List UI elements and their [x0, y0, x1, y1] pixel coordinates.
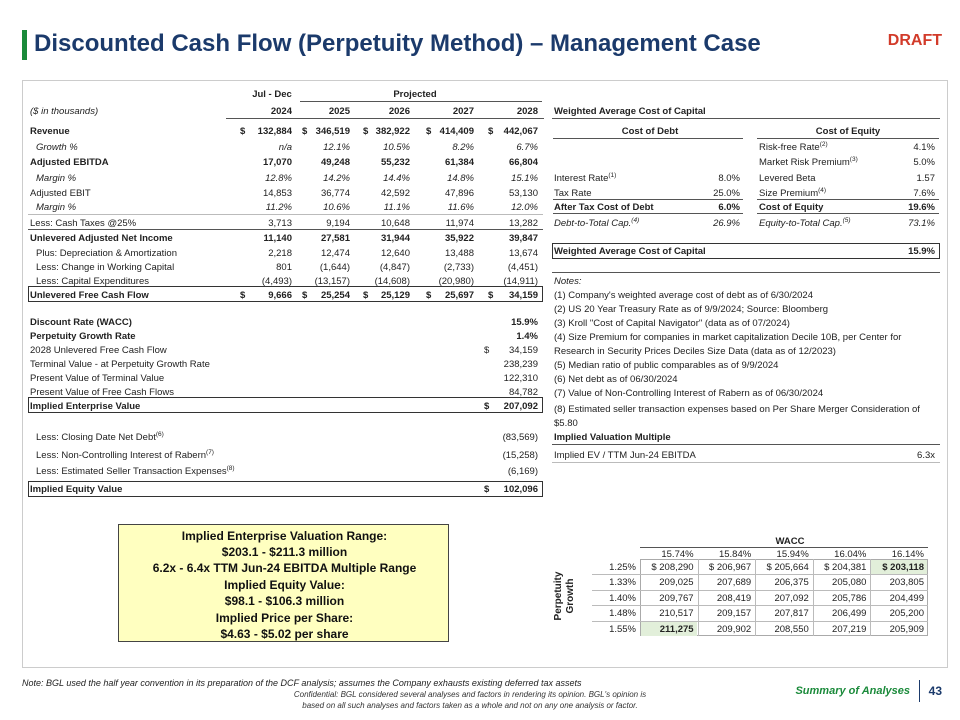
- growth-row-header: 1.33%: [609, 577, 636, 589]
- footnote-ref: (4): [631, 216, 640, 224]
- growth-row-header: 1.40%: [609, 592, 636, 604]
- dollar-sign: $: [363, 126, 369, 137]
- tv-label: Present Value of Free Cash Flows: [30, 387, 174, 398]
- page-title: Discounted Cash Flow (Perpetuity Method) – Management Case: [34, 30, 761, 57]
- equity-label-text: Cost of Equity: [759, 202, 824, 213]
- dollar-sign: $: [488, 290, 494, 301]
- equity-head-rule: [757, 138, 939, 139]
- notes-title: Notes:: [554, 276, 582, 287]
- rule-line: [552, 272, 940, 273]
- debt-label: [554, 172, 616, 185]
- row-value: 11,974: [445, 218, 474, 229]
- row-value: 31,944: [380, 233, 410, 244]
- row-label: Less: Cash Taxes @25%: [30, 218, 137, 229]
- equity-value: 5.0%: [913, 157, 935, 168]
- row-label: Less: Change in Working Capital: [36, 262, 175, 273]
- tv-label: Terminal Value - at Perpetuity Growth Rate: [30, 359, 210, 370]
- sensitivity-cell: 210,517: [659, 608, 694, 620]
- wacc-column-header: 15.84%: [718, 549, 752, 560]
- row-value: 11.1%: [383, 202, 410, 213]
- row-value: 11.2%: [265, 202, 292, 213]
- equity-label-text: Levered Beta: [759, 173, 816, 184]
- sensitivity-cell: 209,157: [716, 608, 752, 620]
- row-label: Revenue: [30, 126, 70, 137]
- year-header: 2028: [516, 106, 538, 117]
- rule-line: [757, 199, 939, 200]
- row-value: 14.2%: [323, 173, 350, 184]
- row-label: Less: Capital Expenditures: [36, 276, 150, 287]
- dollar-sign: $: [484, 484, 490, 495]
- note-line: Research in Security Prices Deciles Size Data (data as of 12/2023): [554, 346, 836, 357]
- footer-note: Note: BGL used the half year convention in its preparation of the DCF analysis; assumes the Company exhausts existing deferred tax assets: [22, 678, 582, 688]
- row-value: 9,666: [268, 290, 292, 301]
- debt-value: 25.0%: [713, 188, 740, 199]
- equity-value: 4.1%: [913, 142, 935, 153]
- row-value: 12,474: [320, 248, 350, 259]
- valuation-line: 6.2x - 6.4x TTM Jun-24 EBITDA Multiple Range: [152, 561, 417, 575]
- row-value: 17,070: [262, 157, 292, 168]
- row-value: 14,853: [262, 188, 292, 199]
- row-value: 34,159: [508, 290, 538, 301]
- year-underline: [226, 118, 544, 119]
- sensitivity-cell: 211,275: [659, 623, 694, 635]
- sensitivity-cell: 209,902: [716, 623, 752, 635]
- draft-label: DRAFT: [887, 32, 942, 49]
- row-value: 12.1%: [323, 142, 350, 153]
- row-value: 414,409: [439, 126, 474, 137]
- row-value: 15.1%: [511, 173, 538, 184]
- equity-label-text: Market Risk Premium: [759, 157, 850, 168]
- tv-label: Implied Enterprise Value: [30, 401, 141, 412]
- wacc-column-header: 16.04%: [834, 549, 867, 560]
- note-line: (2) US 20 Year Treasury Rate as of 9/9/2024; Source: Bloomberg: [554, 304, 829, 315]
- rule-line: [28, 214, 543, 215]
- equity-to-cap-text: Equity-to-Total Cap.: [759, 218, 843, 229]
- rule-line: [757, 213, 939, 214]
- note-line: (4) Size Premium for companies in market capitalization Decile 10B, per Center for: [554, 332, 902, 343]
- footnote-ref: (3): [849, 155, 858, 163]
- row-value: 801: [276, 262, 292, 273]
- equity-value: 102,096: [503, 484, 538, 495]
- footnote-ref: (4): [818, 186, 827, 194]
- col-head-projected: Projected: [393, 89, 437, 100]
- footnote-ref: (2): [819, 140, 828, 148]
- debt-label-text: After Tax Cost of Debt: [554, 202, 654, 213]
- valuation-line: Implied Enterprise Valuation Range:: [181, 529, 388, 543]
- dollar-sign: $: [488, 126, 494, 137]
- row-value: (4,493): [261, 276, 292, 287]
- tv-label: 2028 Unlevered Free Cash Flow: [30, 345, 167, 356]
- row-value: 10.6%: [323, 202, 350, 213]
- row-value: (2,733): [443, 262, 474, 273]
- ev-row-box: [28, 397, 543, 413]
- multiple-label: Implied EV / TTM Jun-24 EBITDA: [554, 450, 696, 461]
- equity-value: 7.6%: [913, 188, 935, 199]
- valuation-line: Implied Price per Share:: [215, 611, 354, 625]
- rule-line: [553, 213, 743, 214]
- growth-row-header: 1.25%: [609, 562, 636, 573]
- sensitivity-cell: 207,092: [774, 592, 809, 604]
- row-value: 11,140: [263, 233, 292, 244]
- row-value: 13,674: [508, 248, 538, 259]
- sensitivity-cell: $ 204,381: [824, 562, 867, 573]
- debt-label-text: Interest Rate: [554, 173, 609, 184]
- tv-value: 15.9%: [511, 317, 538, 328]
- row-value: 25,129: [380, 290, 410, 301]
- growth-axis-line: Growth: [565, 578, 576, 614]
- row-value: 25,254: [320, 290, 350, 301]
- debt-label-text: Tax Rate: [554, 188, 592, 199]
- row-value: 11.6%: [447, 202, 474, 213]
- valuation-summary-box: [118, 524, 449, 642]
- row-value: 8.2%: [452, 142, 474, 153]
- bridge-label-text: Less: Estimated Seller Transaction Expenses: [36, 466, 227, 477]
- row-value: 3,713: [268, 218, 292, 229]
- growth-row-header: 1.55%: [609, 623, 636, 635]
- bridge-label: [36, 465, 235, 478]
- row-value: 12.8%: [265, 173, 292, 184]
- cost-of-equity-head: Cost of Equity: [815, 126, 881, 137]
- sensitivity-cell: 207,689: [716, 577, 752, 589]
- row-value: 25,697: [444, 290, 474, 301]
- sensitivity-cell: 204,499: [889, 592, 924, 604]
- tv-value: 207,092: [503, 401, 538, 412]
- wacc-column-header: 15.94%: [776, 549, 809, 560]
- note-line: (8) Estimated seller transaction expenses based on Per Share Merger Consideration of: [554, 404, 920, 415]
- footnote-ref: (8): [226, 464, 235, 472]
- debt-value: 6.0%: [718, 202, 740, 213]
- row-label: Plus: Depreciation & Amortization: [36, 248, 177, 259]
- bridge-label: [36, 449, 214, 462]
- confidential-line-1: Confidential: BGL considered several analyses and factors in rendering its opinion. BGL's opinion is: [293, 690, 647, 699]
- units-label: ($ in thousands): [30, 106, 99, 117]
- row-value: 66,804: [508, 157, 538, 168]
- row-value: 442,067: [503, 126, 538, 137]
- footnote-ref: (7): [206, 448, 214, 456]
- sensitivity-cell: 209,025: [659, 577, 694, 589]
- multiple-title: Implied Valuation Multiple: [554, 432, 671, 443]
- rule-line: [553, 199, 743, 200]
- tv-value: 84,782: [508, 387, 538, 398]
- ufcf-row-box: [28, 286, 543, 302]
- year-header: 2024: [270, 106, 292, 117]
- title-accent-bar: [22, 30, 27, 60]
- row-value: 42,592: [380, 188, 410, 199]
- footnote-ref: (1): [608, 171, 617, 179]
- note-line: (3) Kroll "Cost of Capital Navigator" (data as of 07/2024): [554, 318, 790, 329]
- bridge-value: (6,169): [507, 466, 538, 477]
- row-value: (14,911): [503, 276, 538, 287]
- growth-row-header: 1.48%: [609, 608, 636, 620]
- tv-value: 122,310: [503, 373, 538, 384]
- row-value: 2,218: [268, 248, 292, 259]
- year-header: 2027: [452, 106, 474, 117]
- bridge-value: (15,258): [502, 450, 538, 461]
- row-value: 35,922: [444, 233, 474, 244]
- cost-of-debt-head: Cost of Debt: [621, 126, 679, 137]
- sensitivity-cell: 205,786: [832, 592, 867, 604]
- tv-value: 238,239: [503, 359, 538, 370]
- sensitivity-cell: 206,499: [832, 608, 867, 620]
- row-value: 9,194: [326, 218, 350, 229]
- row-value: n/a: [278, 142, 292, 153]
- row-value: (4,847): [379, 262, 410, 273]
- equity-to-cap-label: [759, 217, 851, 230]
- year-header: 2025: [328, 106, 350, 117]
- col-head-period: Jul - Dec: [252, 89, 292, 100]
- equity-label: [759, 156, 858, 169]
- row-value: 6.7%: [516, 142, 538, 153]
- row-label: Adjusted EBITDA: [30, 157, 109, 168]
- tv-value: 1.4%: [516, 331, 538, 342]
- sensitivity-cell: 206,375: [774, 577, 809, 589]
- debt-value: 8.0%: [718, 173, 740, 184]
- equity-label: Implied Equity Value: [30, 484, 123, 495]
- dollar-sign: $: [240, 126, 246, 137]
- sensitivity-cell: 208,550: [774, 623, 809, 635]
- section-name: Summary of Analyses: [795, 685, 910, 697]
- dollar-sign: $: [426, 126, 432, 137]
- debt-head-rule: [553, 138, 743, 139]
- tv-label: Discount Rate (WACC): [30, 317, 132, 328]
- valuation-line: Implied Equity Value:: [224, 578, 345, 592]
- equity-value: 1.57: [916, 173, 935, 184]
- row-value: 49,248: [320, 157, 350, 168]
- row-value: 13,282: [508, 218, 538, 229]
- dollar-sign: $: [302, 290, 308, 301]
- wacc-axis-label: WACC: [775, 536, 805, 547]
- row-value: 10,648: [380, 218, 410, 229]
- row-value: 39,847: [508, 233, 538, 244]
- dollar-sign: $: [363, 290, 369, 301]
- page-separator: [919, 680, 920, 702]
- sensitivity-cell: $ 208,290: [651, 562, 694, 573]
- grid-line: [592, 605, 928, 606]
- rule-line: [28, 229, 543, 230]
- multiple-value: 6.3x: [917, 450, 935, 461]
- row-label: Margin %: [36, 202, 77, 213]
- bridge-label: [36, 431, 164, 444]
- tv-value: 34,159: [508, 345, 538, 356]
- row-value: (4,451): [507, 262, 538, 273]
- equity-label-text: Risk-free Rate: [759, 142, 820, 153]
- row-value: 12.0%: [511, 202, 538, 213]
- row-value: 53,130: [508, 188, 538, 199]
- wacc-result-value: 15.9%: [908, 246, 935, 257]
- projected-rule: [300, 101, 542, 102]
- equity-value: 19.6%: [908, 202, 935, 213]
- row-value: 61,384: [444, 157, 474, 168]
- sensitivity-cell: 207,219: [832, 623, 867, 635]
- row-value: 47,896: [444, 188, 474, 199]
- sensitivity-cell: 207,817: [774, 608, 809, 620]
- note-line: (1) Company's weighted average cost of debt as of 6/30/2024: [554, 290, 814, 301]
- valuation-line: $98.1 - $106.3 million: [224, 594, 345, 608]
- row-value: 36,774: [320, 188, 350, 199]
- growth-axis-label: [553, 572, 577, 621]
- equity-label: [759, 172, 816, 185]
- row-value: 55,232: [380, 157, 410, 168]
- wacc-column-header: 15.74%: [661, 549, 694, 560]
- row-value: 382,922: [375, 126, 410, 137]
- note-line: (5) Median ratio of public comparables as of 9/9/2024: [554, 360, 779, 371]
- footnote-ref: (5): [842, 216, 851, 224]
- year-header: 2026: [388, 106, 410, 117]
- valuation-line: $4.63 - $5.02 per share: [220, 627, 349, 641]
- sensitivity-cell: $ 203,118: [882, 562, 924, 573]
- bridge-label-text: Less: Non-Controlling Interest of Rabern: [36, 450, 207, 461]
- debt-to-cap-label: [554, 217, 639, 230]
- rule-line: [552, 444, 940, 445]
- note-line: (7) Value of Non-Controlling Interest of Rabern as of 06/30/2024: [554, 388, 824, 399]
- row-label: Unlevered Adjusted Net Income: [30, 233, 173, 244]
- bridge-value: (83,569): [502, 432, 538, 443]
- growth-axis-line: Perpetuity: [553, 571, 564, 621]
- valuation-line: $203.1 - $211.3 million: [221, 545, 348, 559]
- sensitivity-cell: 205,200: [889, 608, 924, 620]
- row-value: (20,980): [438, 276, 474, 287]
- row-label: Unlevered Free Cash Flow: [30, 290, 149, 301]
- sensitivity-cell: 205,080: [832, 577, 867, 589]
- sensitivity-cell: $ 206,967: [708, 562, 752, 573]
- sensitivity-cell: 208,419: [716, 592, 752, 604]
- sensitivity-cell: $ 205,664: [766, 562, 809, 573]
- row-value: 13,488: [444, 248, 474, 259]
- dollar-sign: $: [484, 401, 490, 412]
- rule-line: [552, 462, 940, 463]
- row-value: 27,581: [320, 233, 350, 244]
- note-line: $5.80: [554, 418, 578, 429]
- row-value: (14,608): [374, 276, 410, 287]
- row-value: (1,644): [319, 262, 350, 273]
- dollar-sign: $: [302, 126, 308, 137]
- footnote-ref: (6): [155, 430, 164, 438]
- wacc-title-rule: [552, 118, 940, 119]
- row-value: 346,519: [315, 126, 350, 137]
- bridge-label-text: Less: Closing Date Net Debt: [36, 432, 156, 443]
- equity-label-text: Size Premium: [759, 188, 819, 199]
- tv-label: Perpetuity Growth Rate: [30, 331, 136, 342]
- debt-to-cap-text: Debt-to-Total Cap.: [554, 218, 632, 229]
- wacc-title: Weighted Average Cost of Capital: [554, 106, 706, 117]
- sensitivity-cell: 203,805: [889, 577, 924, 589]
- row-value: 132,884: [257, 126, 292, 137]
- wacc-column-header: 16.14%: [891, 549, 924, 560]
- row-label: Adjusted EBIT: [30, 188, 91, 199]
- row-value: 14.4%: [383, 173, 410, 184]
- equity-label: [759, 141, 828, 154]
- row-value: 14.8%: [447, 173, 474, 184]
- dollar-sign: $: [426, 290, 432, 301]
- row-value: 10.5%: [383, 142, 410, 153]
- equity-to-cap-value: 73.1%: [908, 218, 935, 229]
- grid-line: [592, 574, 928, 575]
- confidential-line-2: based on all such analyses and factors taken as a whole and not on any one analysis or factor.: [302, 701, 638, 710]
- row-value: 12,640: [380, 248, 410, 259]
- row-label: Margin %: [36, 173, 77, 184]
- dollar-sign: $: [240, 290, 246, 301]
- sensitivity-cell: 209,767: [659, 592, 694, 604]
- note-line: (6) Net debt as of 06/30/2024: [554, 374, 678, 385]
- debt-to-cap-value: 26.9%: [713, 218, 740, 229]
- wacc-result-label: Weighted Average Cost of Capital: [554, 246, 706, 257]
- page-number: 43: [928, 684, 942, 698]
- grid-line: [592, 590, 928, 591]
- dollar-sign: $: [484, 345, 490, 356]
- row-label: Growth %: [36, 142, 78, 153]
- tv-label: Present Value of Terminal Value: [30, 373, 165, 384]
- row-value: (13,157): [314, 276, 350, 287]
- sensitivity-cell: 205,909: [889, 623, 924, 635]
